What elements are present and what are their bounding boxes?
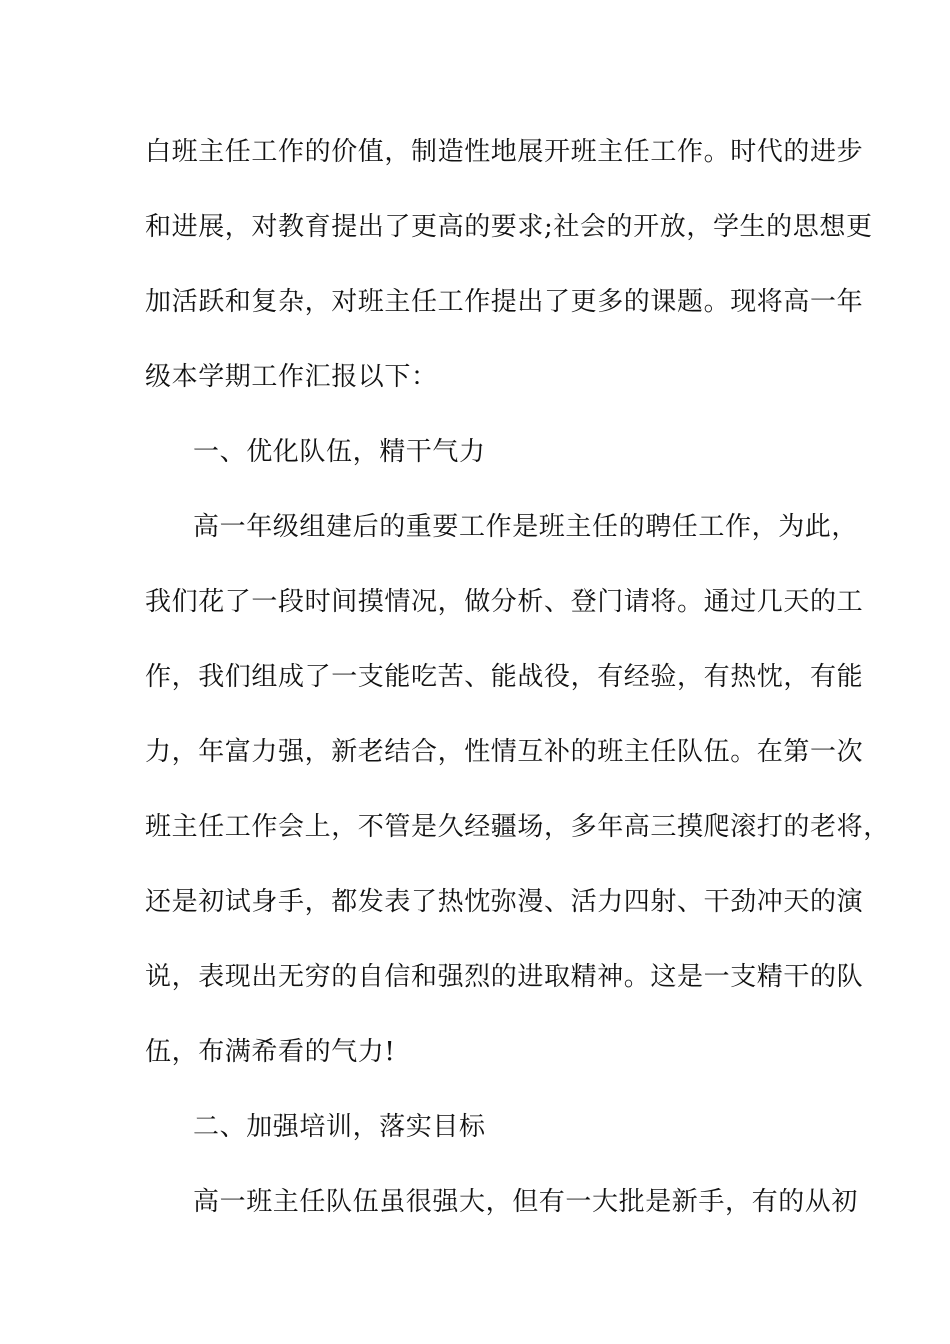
paragraph-line: 高一年级组建后的重要工作是班主任的聘任工作，为此， (193, 512, 859, 542)
paragraph-line: 力，年富力强，新老结合，性情互补的班主任队伍。在第一次 (145, 737, 864, 767)
paragraph-line: 高一班主任队伍虽很强大，但有一大批是新手，有的从初 (193, 1187, 859, 1217)
paragraph-line: 还是初试身手，都发表了热忱弥漫、活力四射、干劲冲天的演 (145, 887, 864, 917)
paragraph-line: 我们花了一段时间摸情况，做分析、登门请将。通过几天的工 (145, 587, 864, 617)
paragraph-line: 和进展，对教育提出了更高的要求;社会的开放，学生的思想更 (145, 212, 873, 242)
paragraph-line: 作，我们组成了一支能吃苦、能战役，有经验，有热忱，有能 (145, 662, 864, 692)
section-heading: 二、加强培训，落实目标 (193, 1112, 486, 1142)
paragraph-line: 伍，布满希看的气力! (145, 1037, 396, 1067)
paragraph-line: 说，表现出无穷的自信和强烈的进取精神。这是一支精干的队 (145, 962, 864, 992)
paragraph-line: 级本学期工作汇报以下： (145, 362, 438, 392)
section-heading: 一、优化队伍，精干气力 (193, 437, 486, 467)
paragraph-line: 班主任工作会上，不管是久经疆场，多年高三摸爬滚打的老将， (145, 812, 890, 842)
paragraph-line: 加活跃和复杂，对班主任工作提出了更多的课题。现将高一年 (145, 287, 864, 317)
paragraph-line: 白班主任工作的价值，制造性地展开班主任工作。时代的进步 (145, 137, 864, 167)
